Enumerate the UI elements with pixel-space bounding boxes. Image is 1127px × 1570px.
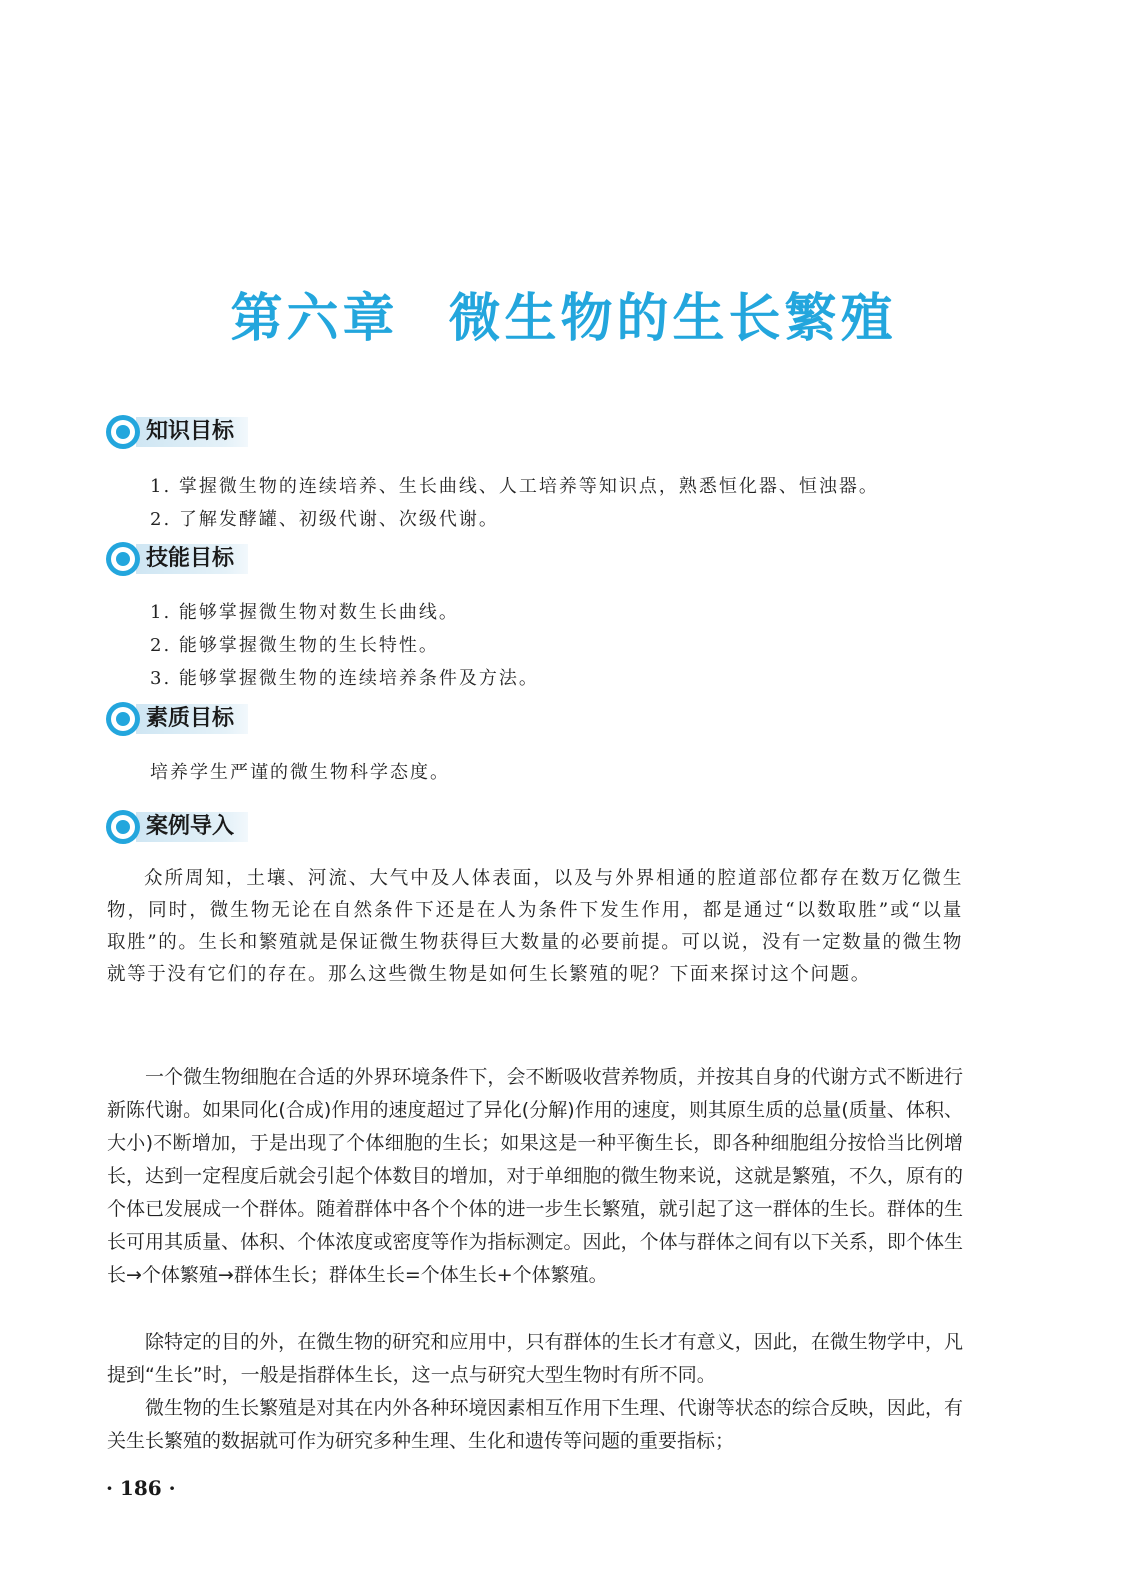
knowledge-item: 2. 了解发酵罐、初级代谢、次级代谢。 [150,509,499,530]
section-label: 素质目标 [136,704,248,734]
target-circle-icon [106,542,140,576]
skill-item: 3. 能够掌握微生物的连续培养条件及方法。 [150,668,539,689]
page-number: · 186 · [106,1476,176,1500]
knowledge-item: 1. 掌握微生物的连续培养、生长曲线、人工培养等知识点，熟悉恒化器、恒浊器。 [150,476,879,497]
chapter-number: 第六章 [230,288,399,349]
chapter-title [0,276,1127,351]
target-circle-icon [106,702,140,736]
target-circle-icon [106,810,140,844]
section-heading-knowledge [106,413,248,451]
quality-item: 培养学生严谨的微生物科学态度。 [150,762,450,783]
case-intro-paragraph: 众所周知，土壤、河流、大气中及人体表面，以及与外界相通的腔道部位都存在数万亿微生物，同时，微生物无论在自然条件下还是在人为条件下发生作用，都是通过“以数取胜”或“以量取胜”的。生长和繁殖就是保证微生物获得巨大数量的必要前提。可以说，没有一定数量的微生物就等于没有它们的存在。那么这些微生物是如何生长繁殖的呢？下面来探讨这个问题。 [107,868,963,985]
chapter-name: 微生物的生长繁殖 [448,288,897,349]
section-heading-skill [106,540,248,578]
section-heading-case [106,808,248,846]
section-label: 案例导入 [136,812,248,842]
target-circle-icon [106,415,140,449]
body-paragraph: 除特定的目的外，在微生物的研究和应用中，只有群体的生长才有意义，因此，在微生物学中，凡提到“生长”时，一般是指群体生长，这一点与研究大型生物时有所不同。 [107,1331,963,1386]
section-heading-quality [106,700,248,738]
skill-item: 1. 能够掌握微生物对数生长曲线。 [150,602,459,623]
skill-item: 2. 能够掌握微生物的生长特性。 [150,635,439,656]
body-paragraph: 一个微生物细胞在合适的外界环境条件下，会不断吸收营养物质，并按其自身的代谢方式不断进行新陈代谢。如果同化(合成)作用的速度超过了异化(分解)作用的速度，则其原生质的总量(质量、体积、大小)不断增加，于是出现了个体细胞的生长；如果这是一种平衡生长，即各种细胞组分按恰当比例增长，达到一定程度后就会引起个体数目的增加，对于单细胞的微生物来说，这就是繁殖，不久，原有的个体已发展成一个群体。随着群体中各个个体的进一步生长繁殖，就引起了这一群体的生长。群体的生长可用其质量、体积、个体浓度或密度等作为指标测定。因此，个体与群体之间有以下关系，即个体生长→个体繁殖→群体生长；群体生长=个体生长+个体繁殖。 [107,1066,963,1286]
section-label: 技能目标 [136,544,248,574]
section-label: 知识目标 [136,417,248,447]
body-paragraph: 微生物的生长繁殖是对其在内外各种环境因素相互作用下生理、代谢等状态的综合反映，因此，有关生长繁殖的数据就可作为研究多种生理、生化和遗传等问题的重要指标； [107,1397,963,1452]
